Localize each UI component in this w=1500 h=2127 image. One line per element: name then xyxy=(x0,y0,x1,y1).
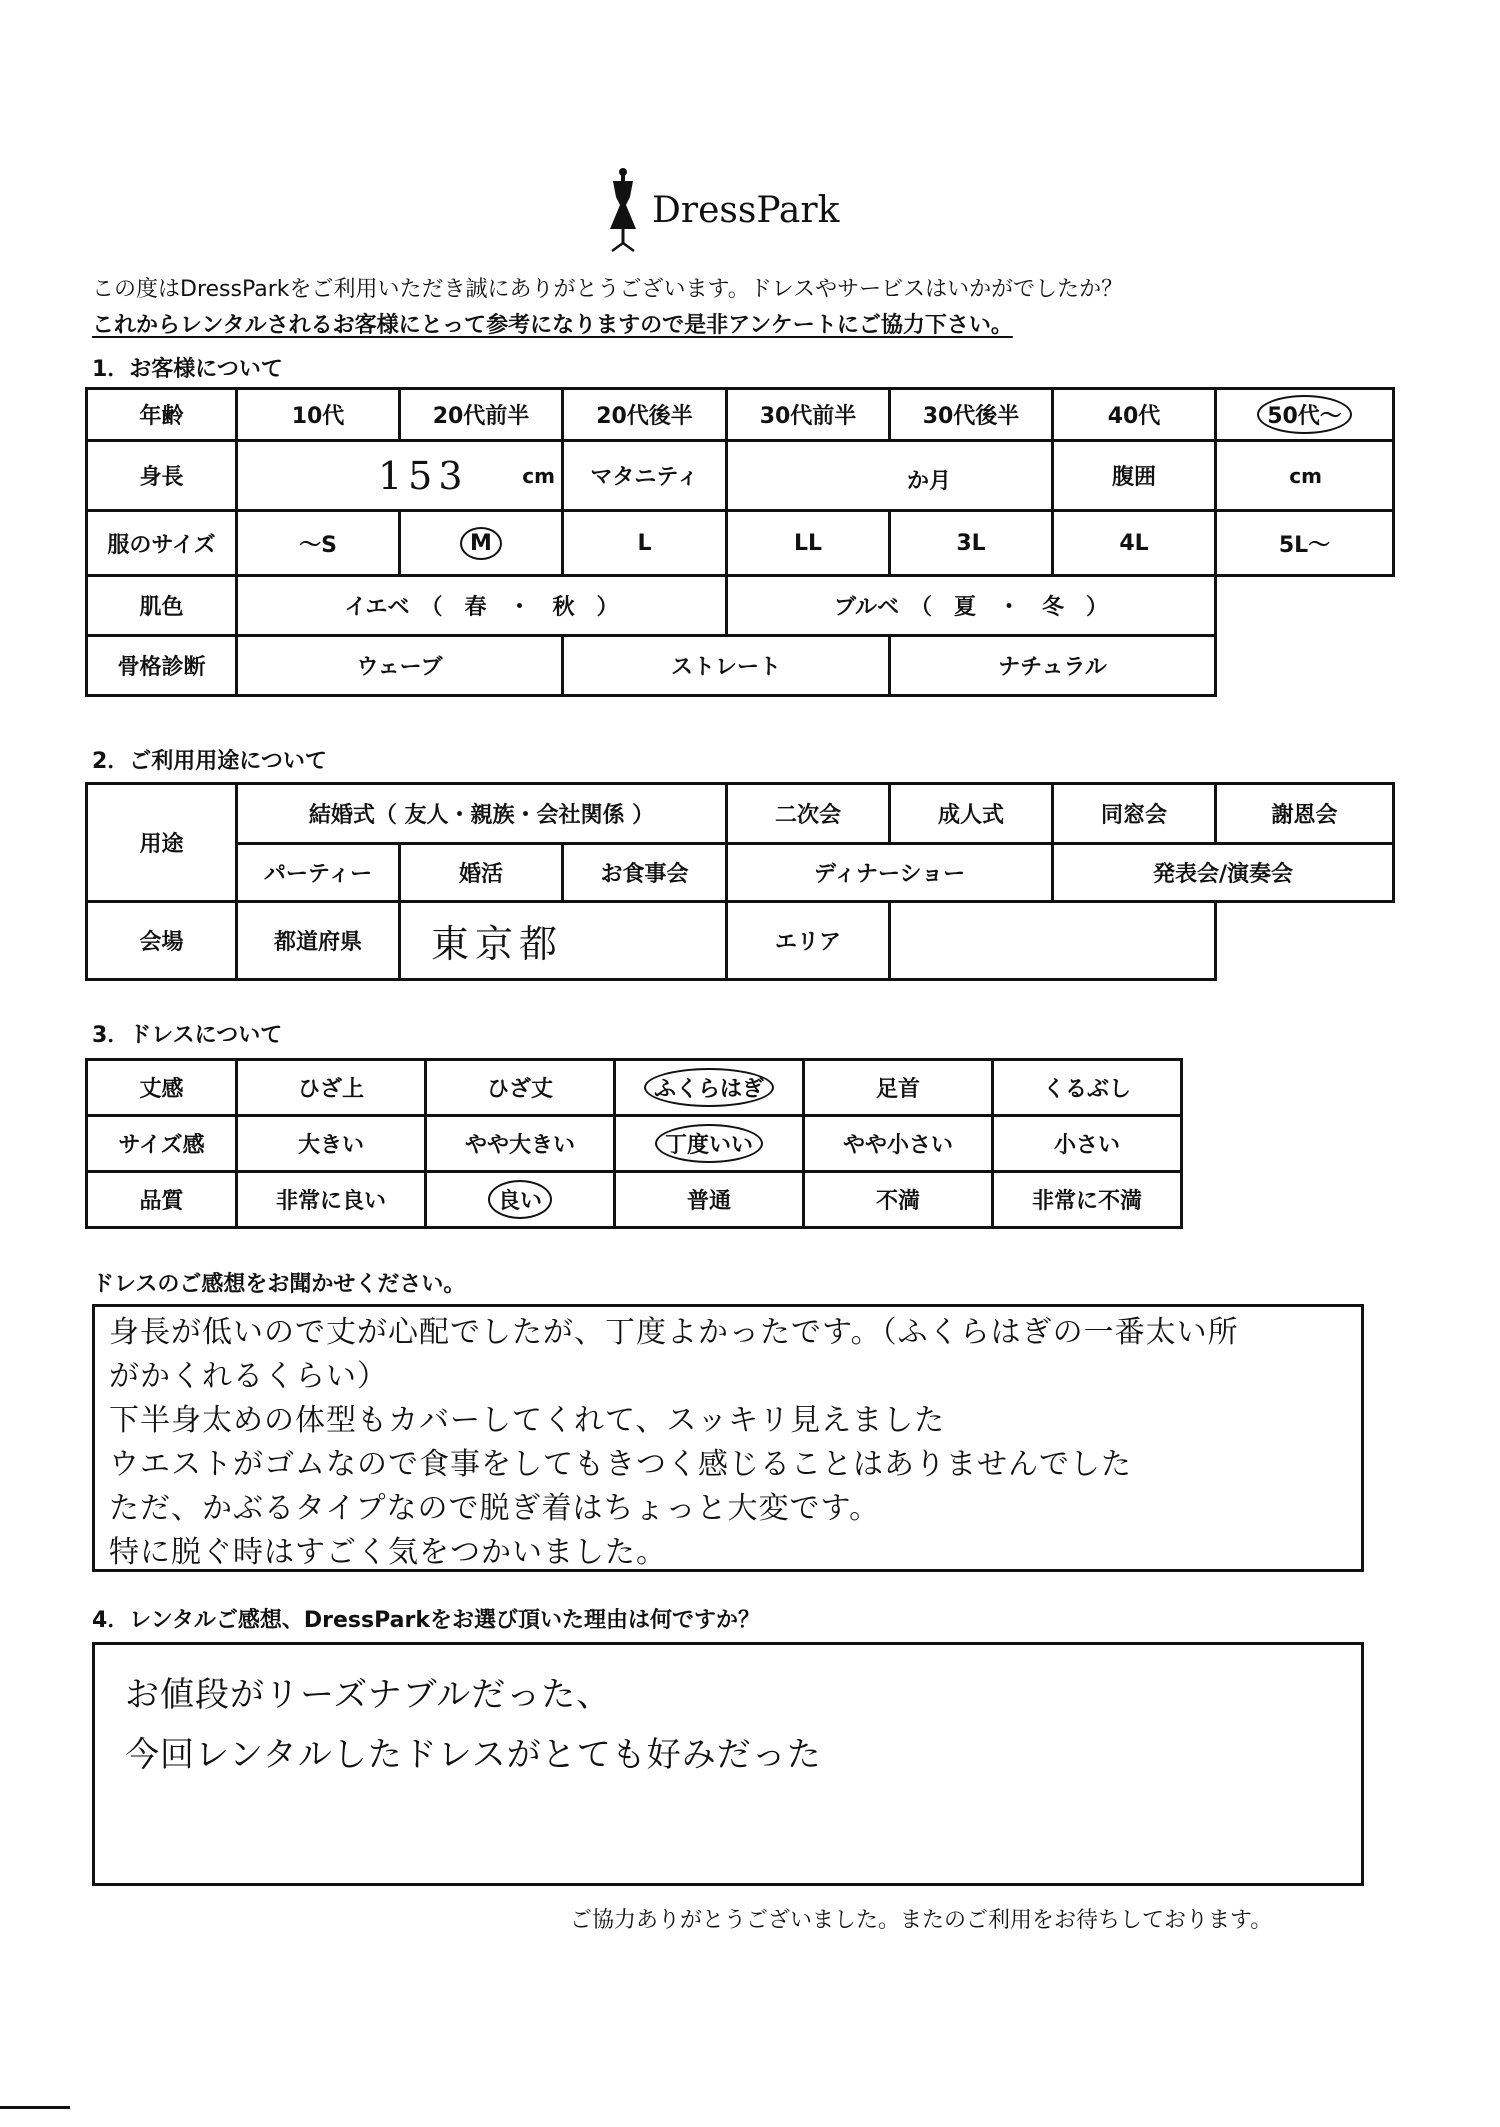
empty-cell xyxy=(1216,902,1394,980)
empty-cell xyxy=(1216,636,1394,696)
customer-table xyxy=(85,387,1395,697)
frame-label: 骨格診断 xyxy=(87,636,237,696)
quality-option[interactable]: 不満 xyxy=(804,1172,993,1228)
age-option-selected[interactable] xyxy=(1216,389,1394,441)
intro-line-1: この度はDressParkをご利用いただき誠にありがとうございます。ドレスやサービスはいかがでしたか？ xyxy=(92,277,1124,302)
fit-label: サイズ感 xyxy=(87,1116,237,1172)
skin-cool-option[interactable]: ブルベ （ 夏 ・ 冬 ） xyxy=(727,576,1216,636)
fit-option[interactable]: やや小さい xyxy=(804,1116,993,1172)
fit-row xyxy=(87,1116,1182,1172)
height-row xyxy=(87,441,1394,511)
waist-label: 腹囲 xyxy=(1053,441,1216,511)
dress-comment-line: ウエストがゴムなので食事をしてもきつく感じることはありませんでした xyxy=(109,1447,1132,1482)
maternity-label: マタニティ xyxy=(563,441,727,511)
height-field[interactable] xyxy=(237,441,563,511)
length-option-selected[interactable] xyxy=(615,1060,804,1116)
quality-option[interactable]: 非常に不満 xyxy=(993,1172,1182,1228)
age-option[interactable]: 20代前半 xyxy=(400,389,563,441)
height-label: 身長 xyxy=(87,441,237,511)
size-option[interactable]: LL xyxy=(727,511,890,576)
age-option[interactable]: 30代後半 xyxy=(890,389,1053,441)
prefecture-value: 東京都 xyxy=(431,922,564,966)
purpose-table xyxy=(85,782,1395,981)
purpose-row-1 xyxy=(87,784,1394,844)
empty-cell xyxy=(1216,576,1394,636)
rental-comment-line: 今回レンタルしたドレスがとても好みだった xyxy=(125,1735,822,1775)
dress-comment-label: ドレスのご感想をお聞かせください。 xyxy=(92,1272,466,1297)
size-option[interactable]: ～S xyxy=(237,511,400,576)
frame-row xyxy=(87,636,1394,696)
age-label: 年齢 xyxy=(87,389,237,441)
skin-label: 肌色 xyxy=(87,576,237,636)
purpose-option[interactable]: 婚活 xyxy=(400,844,563,902)
rental-comment-line: お値段がリーズナブルだった、 xyxy=(125,1675,612,1715)
fit-option[interactable]: 大きい xyxy=(237,1116,426,1172)
section2-title: 2．ご利用用途について xyxy=(92,749,327,774)
size-option[interactable]: 5L～ xyxy=(1216,511,1394,576)
size-row xyxy=(87,511,1394,576)
quality-row xyxy=(87,1172,1182,1228)
quality-option-selected[interactable] xyxy=(426,1172,615,1228)
venue-row xyxy=(87,902,1394,980)
height-unit: cm xyxy=(522,464,555,488)
rental-comment-box[interactable] xyxy=(92,1642,1364,1886)
length-selected-value: ふくらはぎ xyxy=(644,1068,774,1107)
skin-row xyxy=(87,576,1394,636)
fit-option-selected[interactable] xyxy=(615,1116,804,1172)
age-row xyxy=(87,389,1394,441)
quality-option[interactable]: 非常に良い xyxy=(237,1172,426,1228)
dress-form-icon xyxy=(600,167,646,253)
purpose-option[interactable]: 謝恩会 xyxy=(1216,784,1394,844)
size-selected-value: M xyxy=(460,527,502,560)
dress-comment-line: 身長が低いので丈が心配でしたが、丁度よかったです。（ふくらはぎの一番太い所 xyxy=(109,1315,1239,1350)
purpose-option[interactable]: ディナーショー xyxy=(727,844,1053,902)
size-option[interactable]: L xyxy=(563,511,727,576)
purpose-option[interactable]: 二次会 xyxy=(727,784,890,844)
maternity-field[interactable] xyxy=(727,441,1053,511)
dress-comment-line: ただ、かぶるタイプなので脱ぎ着はちょっと大変です。 xyxy=(109,1491,881,1526)
area-field[interactable] xyxy=(890,902,1216,980)
prefecture-field[interactable] xyxy=(400,902,727,980)
venue-label: 会場 xyxy=(87,902,237,980)
age-option[interactable]: 20代後半 xyxy=(563,389,727,441)
section1-title: 1．お客様について xyxy=(92,357,283,382)
waist-field[interactable] xyxy=(1216,441,1394,511)
quality-selected-value: 良い xyxy=(488,1180,552,1219)
section3-title: 3．ドレスについて xyxy=(92,1023,283,1048)
brand-name: DressPark xyxy=(652,189,840,231)
frame-option[interactable]: ウェーブ xyxy=(237,636,563,696)
purpose-option[interactable]: お食事会 xyxy=(563,844,727,902)
purpose-option-wedding[interactable]: 結婚式（ 友人・親族・会社関係 ） xyxy=(237,784,727,844)
purpose-option[interactable]: 発表会/演奏会 xyxy=(1053,844,1394,902)
dress-table xyxy=(85,1058,1183,1229)
area-label: エリア xyxy=(727,902,890,980)
purpose-option[interactable]: 同窓会 xyxy=(1053,784,1216,844)
dress-comment-box[interactable] xyxy=(92,1304,1364,1572)
purpose-option[interactable]: パーティー xyxy=(237,844,400,902)
length-option[interactable]: くるぶし xyxy=(993,1060,1182,1116)
closing-message: ご協力ありがとうございました。またのご利用をお待ちしております。 xyxy=(570,1908,1273,1933)
age-selected-value: 50代～ xyxy=(1257,395,1352,434)
length-label: 丈感 xyxy=(87,1060,237,1116)
quality-option[interactable]: 普通 xyxy=(615,1172,804,1228)
section4-title: 4．レンタルご感想、DressParkをお選び頂いた理由は何ですか？ xyxy=(92,1608,760,1633)
intro-line-2: これからレンタルされるお客様にとって参考になりますので是非アンケートにご協力下さい。 xyxy=(92,313,1013,338)
size-option-selected[interactable] xyxy=(400,511,563,576)
quality-label: 品質 xyxy=(87,1172,237,1228)
waist-unit: cm xyxy=(1289,464,1322,488)
length-option[interactable]: ひざ丈 xyxy=(426,1060,615,1116)
skin-warm-option[interactable]: イエベ （ 春 ・ 秋 ） xyxy=(237,576,727,636)
size-option[interactable]: 4L xyxy=(1053,511,1216,576)
age-option[interactable]: 10代 xyxy=(237,389,400,441)
dress-comment-line: がかくれるくらい） xyxy=(109,1359,388,1394)
size-label: 服のサイズ xyxy=(87,511,237,576)
purpose-option[interactable]: 成人式 xyxy=(890,784,1053,844)
dress-comment-line: 下半身太めの体型もカバーしてくれて、スッキリ見えました xyxy=(109,1403,946,1438)
length-option[interactable]: ひざ上 xyxy=(237,1060,426,1116)
length-row xyxy=(87,1060,1182,1116)
fit-selected-value: 丁度いい xyxy=(655,1124,763,1163)
fit-option[interactable]: 小さい xyxy=(993,1116,1182,1172)
frame-option[interactable]: ストレート xyxy=(563,636,890,696)
height-value: 153 xyxy=(378,453,469,498)
dresspark-logo xyxy=(600,165,839,255)
prefecture-label: 都道府県 xyxy=(237,902,400,980)
size-option[interactable]: 3L xyxy=(890,511,1053,576)
frame-option[interactable]: ナチュラル xyxy=(890,636,1216,696)
age-option[interactable]: 30代前半 xyxy=(727,389,890,441)
scan-edge-mark xyxy=(0,2106,70,2109)
purpose-label: 用途 xyxy=(87,784,237,902)
length-option[interactable]: 足首 xyxy=(804,1060,993,1116)
age-option[interactable]: 40代 xyxy=(1053,389,1216,441)
purpose-row-2 xyxy=(87,844,1394,902)
dress-comment-line: 特に脱ぐ時はすごく気をつかいました。 xyxy=(109,1535,667,1570)
fit-option[interactable]: やや大きい xyxy=(426,1116,615,1172)
maternity-unit: か月 xyxy=(906,469,951,494)
